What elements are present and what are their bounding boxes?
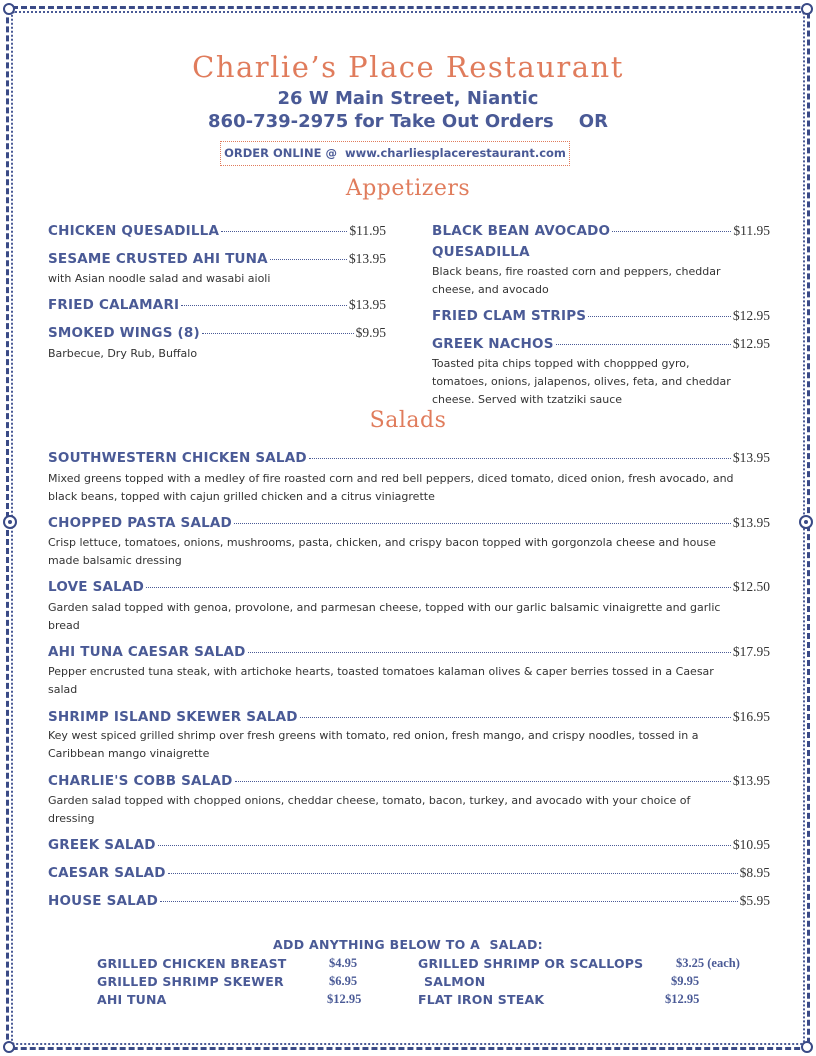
leader-dots [234,523,731,524]
leader-dots [146,587,731,588]
item-price: $13.95 [732,515,770,530]
item-name: LOVE SALAD [48,579,145,595]
menu-item [48,450,770,466]
appetizers-heading: Appetizers [345,176,471,201]
order-online-link[interactable]: ORDER ONLINE @ www.charliesplacerestaurant.com [220,141,570,166]
item-price: $11.95 [349,223,386,238]
item-description: Crisp lettuce, tomatoes, onions, mushrooms, pasta, chicken, and crispy bacon topped with gorgonzola cheese and house made balsamic dressing [48,536,716,567]
item-price: $12.95 [732,308,770,323]
addon-name: SALMON [424,974,486,989]
item-name: CHICKEN QUESADILLA [48,223,220,239]
menu-item [432,223,770,239]
menu-item [48,579,770,595]
leader-dots [556,344,731,345]
item-description: Toasted pita chips topped with choppped gyro, tomatoes, onions, jalapenos, olives, feta, and cheddar cheese. Served with tzatziki sauce [432,357,731,406]
leader-dots [309,458,731,459]
item-name: FRIED CLAM STRIPS [432,308,587,324]
corner-knot-icon [801,1041,813,1053]
item-price: $13.95 [732,773,770,788]
item-description: Garden salad topped with chopped onions, cheddar cheese, tomato, bacon, turkey, and avocado with your choice of dressing [48,794,691,825]
menu-item [48,709,770,725]
leader-dots [612,231,731,232]
menu-item [48,644,770,660]
rope-knot-icon [799,515,813,529]
menu-item [48,515,770,531]
addon-price: $12.95 [327,992,362,1006]
item-name-line2: QUESADILLA [432,244,530,260]
addon-price: $9.95 [671,974,700,988]
menu-item [48,893,770,909]
rope-knot-icon [3,515,17,529]
item-name: SOUTHWESTERN CHICKEN SALAD [48,450,307,466]
addon-name: FLAT IRON STEAK [418,992,545,1007]
item-price: $10.95 [732,837,770,852]
menu-item [432,308,770,324]
leader-dots [221,231,347,232]
item-description: Mixed greens topped with a medley of fire roasted corn and red bell peppers, diced tomato, diced onion, fresh avocado, and black beans, topped with cajun grilled chicken and a citrus viniagrette [48,472,734,503]
addon-price: $6.95 [329,974,358,988]
addon-price: $4.95 [329,956,358,970]
item-name: CHARLIE'S COBB SALAD [48,773,233,789]
item-price: $8.95 [739,865,770,880]
leader-dots [300,717,731,718]
leader-dots [202,333,354,334]
item-name: CAESAR SALAD [48,865,166,881]
menu-item [432,336,770,352]
item-price: $12.95 [732,336,770,351]
item-price: $13.95 [348,251,386,266]
addon-price: $12.95 [665,992,700,1006]
item-description: Pepper encrusted tuna steak, with artichoke hearts, toasted tomatoes kalaman olives & caper berries tossed in a Caesar salad [48,665,714,696]
menu-item [48,223,386,239]
item-name: GREEK SALAD [48,837,156,853]
leader-dots [248,652,731,653]
corner-knot-icon [3,3,15,15]
leader-dots [270,259,347,260]
item-price: $13.95 [348,297,386,312]
address: 26 W Main Street, Niantic [277,88,539,109]
item-name: SMOKED WINGS (8) [48,325,200,341]
item-price: $12.50 [732,579,770,594]
item-description: Black beans, fire roasted corn and peppers, cheddar cheese, and avocado [432,265,721,296]
leader-dots [168,873,738,874]
item-description: Key west spiced grilled shrimp over fresh greens with tomato, red onion, fresh mango, and crispy noodles, tossed in a Caribbean mango vinaigrette [48,729,699,760]
menu-item [48,773,770,789]
leader-dots [588,316,731,317]
item-price: $9.95 [355,325,386,340]
addon-name: AHI TUNA [97,992,167,1007]
leader-dots [158,845,731,846]
leader-dots [235,781,731,782]
item-description: with Asian noodle salad and wasabi aioli [48,272,271,285]
addon-name: GRILLED SHRIMP OR SCALLOPS [418,956,644,971]
addon-name: GRILLED CHICKEN BREAST [97,956,287,971]
item-name: HOUSE SALAD [48,893,159,909]
item-price: $17.95 [732,644,770,659]
item-name: BLACK BEAN AVOCADO [432,223,611,239]
item-name: SHRIMP ISLAND SKEWER SALAD [48,709,298,725]
item-name: SESAME CRUSTED AHI TUNA [48,251,268,267]
item-name: AHI TUNA CAESAR SALAD [48,644,246,660]
salads-heading: Salads [369,408,447,433]
item-description: Barbecue, Dry Rub, Buffalo [48,347,198,360]
menu-item [48,325,386,341]
item-price: $5.95 [739,893,770,908]
menu-item [48,251,386,267]
item-price: $11.95 [733,223,770,238]
addon-name: GRILLED SHRIMP SKEWER [97,974,284,989]
menu-item [48,297,386,313]
item-name: GREEK NACHOS [432,336,554,352]
item-name: CHOPPED PASTA SALAD [48,515,232,531]
addon-price: $3.25 (each) [676,956,740,970]
phone-line: 860-739-2975 for Take Out Orders OR [208,111,608,132]
restaurant-name: Charlie’s Place Restaurant [192,50,624,84]
item-price: $13.95 [732,450,770,465]
item-name: FRIED CALAMARI [48,297,180,313]
leader-dots [160,901,738,902]
leader-dots [181,305,347,306]
menu-item [48,865,770,881]
item-description: Garden salad topped with genoa, provolone, and parmesan cheese, topped with our garlic balsamic vinaigrette and garlic bread [48,601,721,632]
corner-knot-icon [801,3,813,15]
menu-item [48,837,770,853]
addons-heading: ADD ANYTHING BELOW TO A SALAD: [273,937,543,952]
item-price: $16.95 [732,709,770,724]
corner-knot-icon [3,1041,15,1053]
